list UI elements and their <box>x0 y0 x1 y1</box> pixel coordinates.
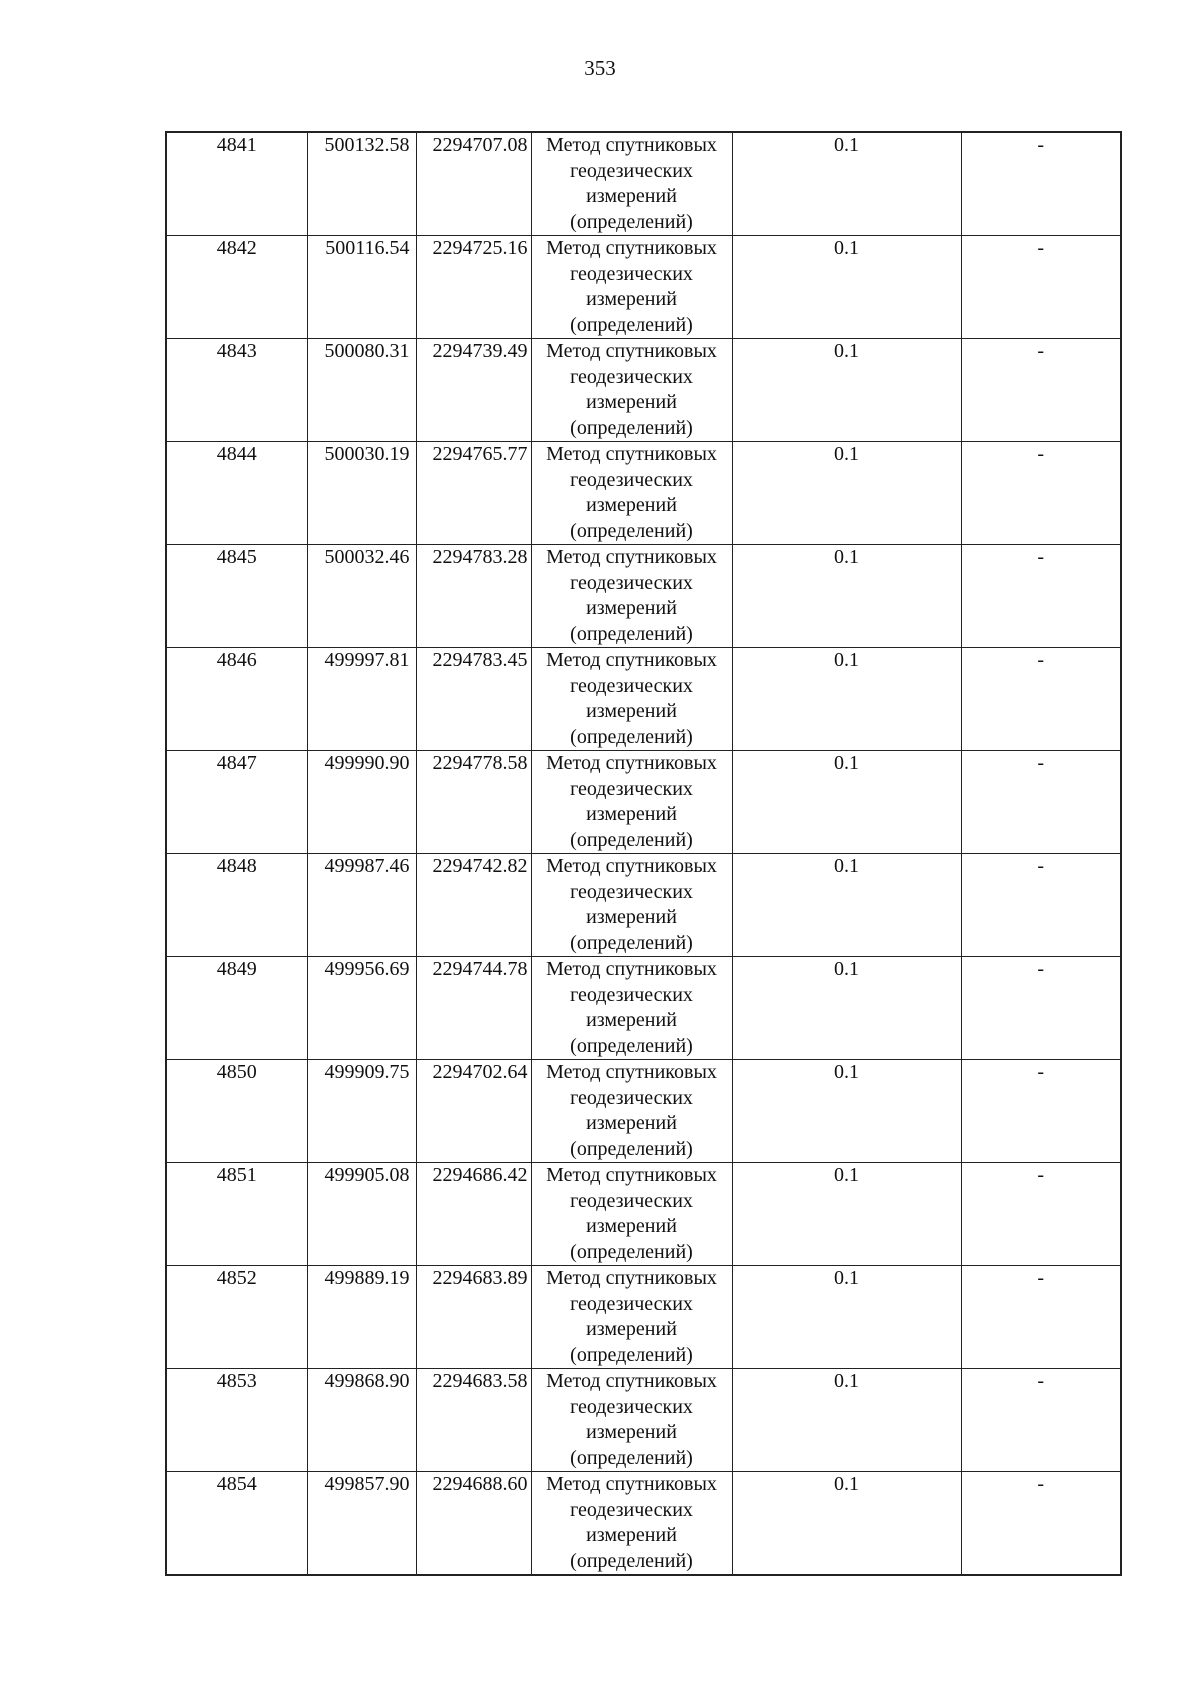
accuracy-cell: 0.1 <box>732 1472 961 1576</box>
table-row <box>166 854 1121 957</box>
x-coordinate-cell: 500032.46 <box>307 545 416 648</box>
method-line: геодезических <box>570 365 693 388</box>
note-cell: - <box>961 545 1121 648</box>
x-coordinate-cell: 499889.19 <box>307 1266 416 1369</box>
x-coordinate-cell: 499857.90 <box>307 1472 416 1576</box>
x-coordinate-cell: 500116.54 <box>307 236 416 339</box>
method-cell <box>531 442 732 545</box>
method-line: Метод спутниковых <box>546 340 717 362</box>
accuracy-cell: 0.1 <box>732 648 961 751</box>
method-line: геодезических <box>570 468 693 491</box>
method-line: геодезических <box>570 777 693 800</box>
method-line: измерений <box>586 1421 677 1443</box>
x-coordinate-cell: 499905.08 <box>307 1163 416 1266</box>
y-coordinate-cell: 2294783.28 <box>416 545 531 648</box>
x-coordinate-cell: 500080.31 <box>307 339 416 442</box>
y-coordinate-cell: 2294688.60 <box>416 1472 531 1576</box>
note-cell: - <box>961 339 1121 442</box>
point-number-cell: 4847 <box>166 751 307 854</box>
note-cell: - <box>961 648 1121 751</box>
y-coordinate-cell: 2294783.45 <box>416 648 531 751</box>
accuracy-cell: 0.1 <box>732 1163 961 1266</box>
method-line: (определений) <box>570 1549 693 1572</box>
method-line: геодезических <box>570 1292 693 1315</box>
point-number-cell: 4845 <box>166 545 307 648</box>
table-row <box>166 648 1121 751</box>
x-coordinate-cell: 499956.69 <box>307 957 416 1060</box>
method-line: (определений) <box>570 1446 693 1469</box>
y-coordinate-cell: 2294742.82 <box>416 854 531 957</box>
accuracy-cell: 0.1 <box>732 236 961 339</box>
y-coordinate-cell: 2294683.58 <box>416 1369 531 1472</box>
accuracy-cell: 0.1 <box>732 545 961 648</box>
method-cell <box>531 957 732 1060</box>
note-cell: - <box>961 442 1121 545</box>
accuracy-cell: 0.1 <box>732 854 961 957</box>
table-row <box>166 1060 1121 1163</box>
note-cell: - <box>961 1060 1121 1163</box>
method-line: Метод спутниковых <box>546 546 717 568</box>
method-cell <box>531 1472 732 1576</box>
point-number-cell: 4843 <box>166 339 307 442</box>
note-cell: - <box>961 1266 1121 1369</box>
point-number-cell: 4854 <box>166 1472 307 1576</box>
accuracy-cell: 0.1 <box>732 957 961 1060</box>
method-line: Метод спутниковых <box>546 958 717 980</box>
accuracy-cell: 0.1 <box>732 1266 961 1369</box>
note-cell: - <box>961 236 1121 339</box>
x-coordinate-cell: 499990.90 <box>307 751 416 854</box>
y-coordinate-cell: 2294739.49 <box>416 339 531 442</box>
method-line: Метод спутниковых <box>546 649 717 671</box>
coordinates-table <box>165 131 1122 1576</box>
x-coordinate-cell: 499868.90 <box>307 1369 416 1472</box>
method-line: Метод спутниковых <box>546 1267 717 1289</box>
accuracy-cell: 0.1 <box>732 1060 961 1163</box>
method-line: измерений <box>586 906 677 928</box>
method-line: (определений) <box>570 519 693 542</box>
x-coordinate-cell: 499909.75 <box>307 1060 416 1163</box>
coordinates-table-body <box>166 132 1121 1575</box>
method-line: геодезических <box>570 1395 693 1418</box>
method-cell <box>531 1266 732 1369</box>
method-line: (определений) <box>570 1343 693 1366</box>
x-coordinate-cell: 499987.46 <box>307 854 416 957</box>
method-cell <box>531 236 732 339</box>
method-cell <box>531 1369 732 1472</box>
accuracy-cell: 0.1 <box>732 442 961 545</box>
table-row <box>166 1472 1121 1576</box>
method-line: измерений <box>586 288 677 310</box>
method-cell <box>531 339 732 442</box>
method-line: измерений <box>586 391 677 413</box>
method-cell <box>531 751 732 854</box>
method-line: геодезических <box>570 1498 693 1521</box>
point-number-cell: 4846 <box>166 648 307 751</box>
y-coordinate-cell: 2294725.16 <box>416 236 531 339</box>
method-line: измерений <box>586 185 677 207</box>
y-coordinate-cell: 2294765.77 <box>416 442 531 545</box>
method-line: Метод спутниковых <box>546 134 717 156</box>
y-coordinate-cell: 2294702.64 <box>416 1060 531 1163</box>
method-line: (определений) <box>570 1137 693 1160</box>
method-line: геодезических <box>570 1086 693 1109</box>
method-line: Метод спутниковых <box>546 1370 717 1392</box>
table-row <box>166 339 1121 442</box>
method-line: геодезических <box>570 983 693 1006</box>
method-line: измерений <box>586 700 677 722</box>
method-line: (определений) <box>570 1034 693 1057</box>
method-line: Метод спутниковых <box>546 1164 717 1186</box>
method-line: измерений <box>586 1524 677 1546</box>
method-line: Метод спутниковых <box>546 443 717 465</box>
accuracy-cell: 0.1 <box>732 1369 961 1472</box>
note-cell: - <box>961 1369 1121 1472</box>
method-line: геодезических <box>570 159 693 182</box>
point-number-cell: 4844 <box>166 442 307 545</box>
method-cell <box>531 648 732 751</box>
method-line: Метод спутниковых <box>546 752 717 774</box>
table-row <box>166 1369 1121 1472</box>
method-line: измерений <box>586 1112 677 1134</box>
method-cell <box>531 545 732 648</box>
page-number: 353 <box>584 56 616 80</box>
note-cell: - <box>961 957 1121 1060</box>
y-coordinate-cell: 2294683.89 <box>416 1266 531 1369</box>
point-number-cell: 4853 <box>166 1369 307 1472</box>
method-line: измерений <box>586 597 677 619</box>
point-number-cell: 4851 <box>166 1163 307 1266</box>
note-cell: - <box>961 132 1121 236</box>
method-cell <box>531 854 732 957</box>
note-cell: - <box>961 1472 1121 1576</box>
point-number-cell: 4848 <box>166 854 307 957</box>
x-coordinate-cell: 500132.58 <box>307 132 416 236</box>
method-cell <box>531 132 732 236</box>
table-row <box>166 957 1121 1060</box>
table-row <box>166 1266 1121 1369</box>
method-line: Метод спутниковых <box>546 237 717 259</box>
accuracy-cell: 0.1 <box>732 132 961 236</box>
y-coordinate-cell: 2294707.08 <box>416 132 531 236</box>
method-line: (определений) <box>570 313 693 336</box>
method-line: (определений) <box>570 828 693 851</box>
point-number-cell: 4852 <box>166 1266 307 1369</box>
y-coordinate-cell: 2294778.58 <box>416 751 531 854</box>
note-cell: - <box>961 751 1121 854</box>
x-coordinate-cell: 500030.19 <box>307 442 416 545</box>
table-row <box>166 442 1121 545</box>
method-line: геодезических <box>570 571 693 594</box>
x-coordinate-cell: 499997.81 <box>307 648 416 751</box>
table-row <box>166 236 1121 339</box>
method-line: геодезических <box>570 262 693 285</box>
method-line: (определений) <box>570 931 693 954</box>
accuracy-cell: 0.1 <box>732 339 961 442</box>
table-row <box>166 545 1121 648</box>
method-cell <box>531 1163 732 1266</box>
method-cell <box>531 1060 732 1163</box>
method-line: измерений <box>586 803 677 825</box>
method-line: геодезических <box>570 1189 693 1212</box>
point-number-cell: 4842 <box>166 236 307 339</box>
y-coordinate-cell: 2294744.78 <box>416 957 531 1060</box>
method-line: (определений) <box>570 622 693 645</box>
method-line: (определений) <box>570 416 693 439</box>
accuracy-cell: 0.1 <box>732 751 961 854</box>
table-row <box>166 751 1121 854</box>
table-row <box>166 1163 1121 1266</box>
method-line: геодезических <box>570 674 693 697</box>
method-line: Метод спутниковых <box>546 855 717 877</box>
point-number-cell: 4841 <box>166 132 307 236</box>
method-line: измерений <box>586 494 677 516</box>
table-row <box>166 132 1121 236</box>
method-line: (определений) <box>570 725 693 748</box>
note-cell: - <box>961 854 1121 957</box>
method-line: (определений) <box>570 210 693 233</box>
y-coordinate-cell: 2294686.42 <box>416 1163 531 1266</box>
method-line: геодезических <box>570 880 693 903</box>
method-line: измерений <box>586 1215 677 1237</box>
method-line: Метод спутниковых <box>546 1061 717 1083</box>
method-line: (определений) <box>570 1240 693 1263</box>
point-number-cell: 4850 <box>166 1060 307 1163</box>
method-line: измерений <box>586 1318 677 1340</box>
point-number-cell: 4849 <box>166 957 307 1060</box>
method-line: измерений <box>586 1009 677 1031</box>
method-line: Метод спутниковых <box>546 1473 717 1495</box>
note-cell: - <box>961 1163 1121 1266</box>
